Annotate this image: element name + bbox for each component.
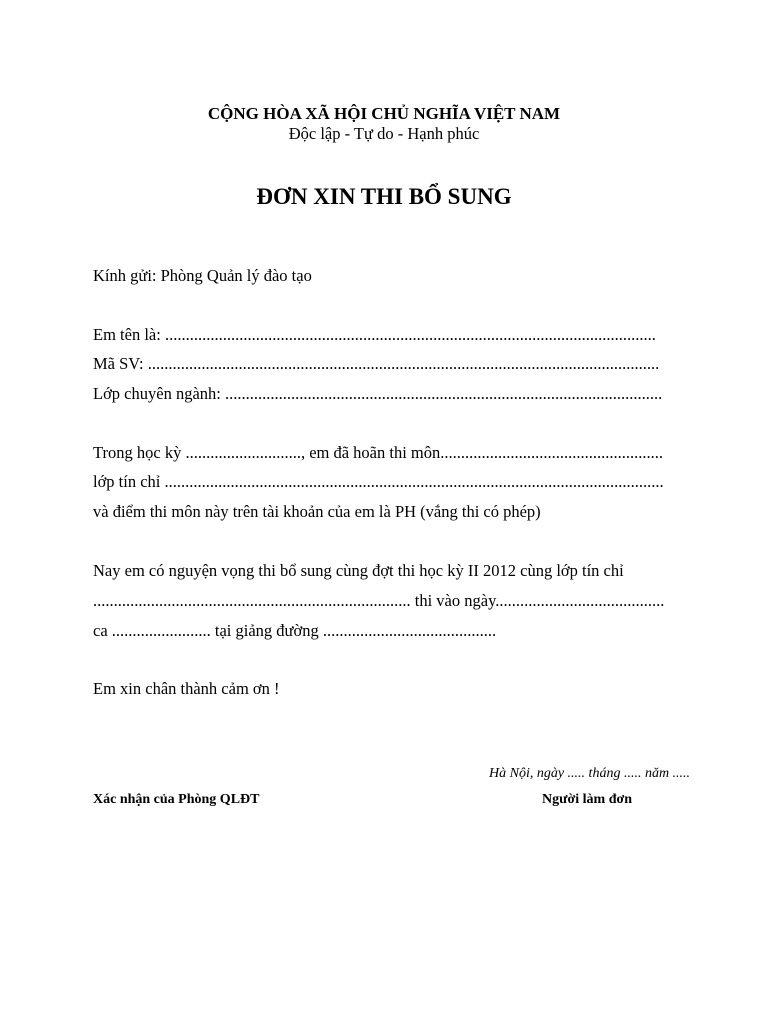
date-line: Hà Nội, ngày ..... tháng ..... năm ..... xyxy=(489,766,691,781)
semester-course-line: Trong học kỳ ............................, em đã hoãn thi môn...................................................... xyxy=(93,443,663,462)
major-class-field: Lớp chuyên ngành: .......................................................................................................... xyxy=(93,384,663,403)
office-confirmation-label: Xác nhận của Phòng QLĐT xyxy=(93,792,260,807)
recipient-line: Kính gửi: Phòng Quản lý đào tạo xyxy=(93,266,312,285)
student-id-field: Mã SV: ............................................................................................................................ xyxy=(93,354,660,373)
exam-session-room-line: ca ........................ tại giảng đường .......................................... xyxy=(93,621,497,640)
exam-date-line: ............................................................................. thi vào ngày......................................... xyxy=(93,591,665,610)
credit-class-line: lớp tín chỉ ......................................................................................................................... xyxy=(93,472,664,491)
motto: Độc lập - Tự do - Hạnh phúc xyxy=(288,124,480,143)
document-title: ĐƠN XIN THI BỔ SUNG xyxy=(256,184,512,209)
country-heading: CỘNG HÒA XÃ HỘI CHỦ NGHĨA VIỆT NAM xyxy=(207,104,561,123)
request-line: Nay em có nguyện vọng thi bổ sung cùng đợt thi học kỳ II 2012 cùng lớp tín chỉ xyxy=(93,561,624,580)
closing-line: Em xin chân thành cảm ơn ! xyxy=(93,679,280,698)
exam-status-line: và điểm thi môn này trên tài khoản của em là PH (vắng thi có phép) xyxy=(93,502,541,521)
student-name-field: Em tên là: ....................................................................................................................... xyxy=(93,325,656,344)
applicant-signature-label: Người làm đơn xyxy=(542,792,633,807)
